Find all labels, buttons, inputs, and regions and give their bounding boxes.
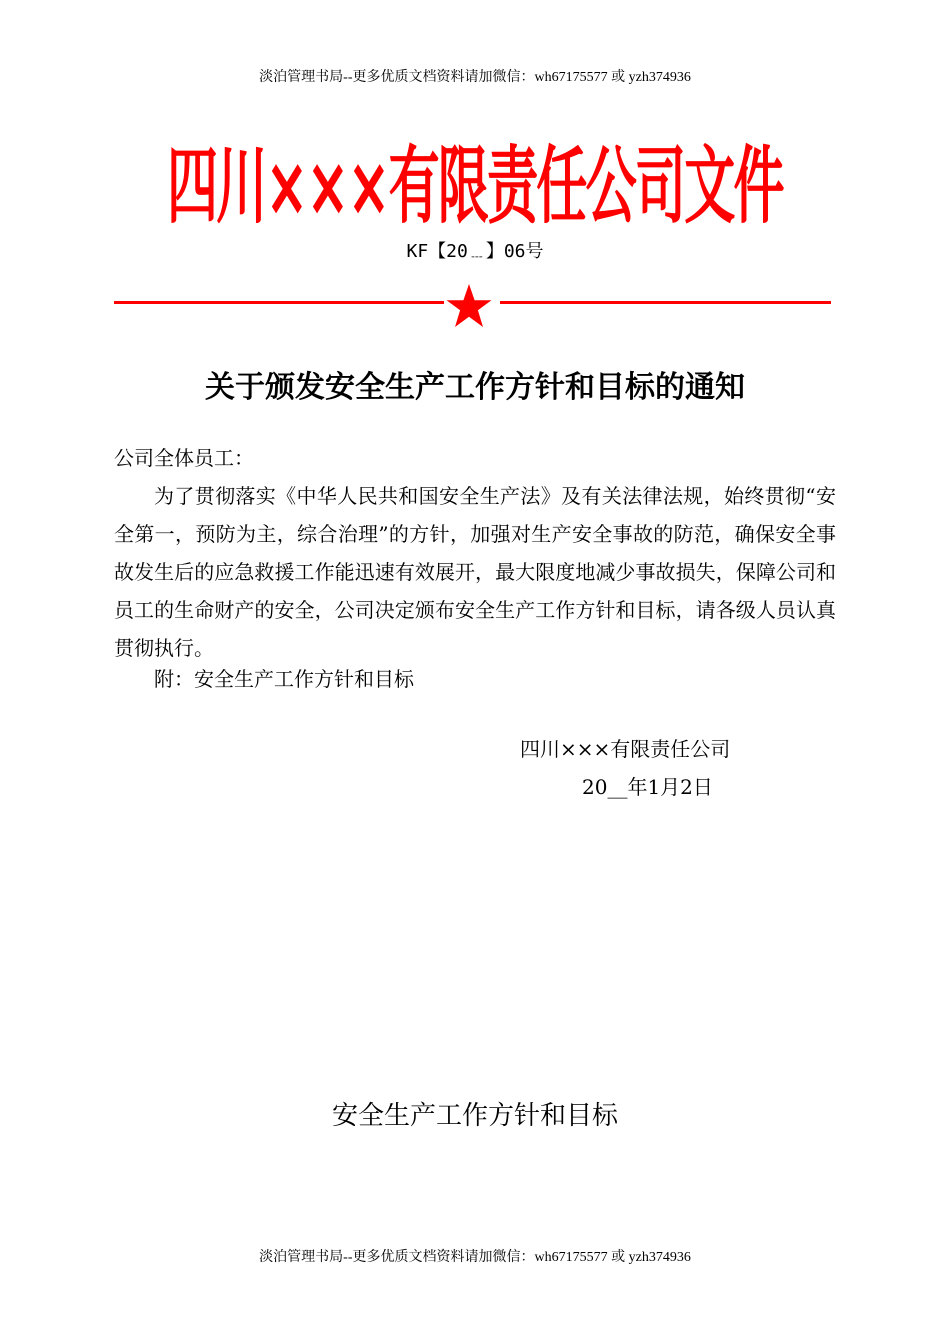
body-paragraph: 为了贯彻落实《中华人民共和国安全生产法》及有关法律法规，始终贯彻“安全第一，预防为主，综合治理”的方针，加强对生产安全事故的防范，确保安全事故发生后的应急救援工作能迅速有效展开，最大限度地减少事故损失，保障公司和员工的生命财产的安全，公司决定颁布安全生产工作方针和目标，请各级人员认真贯彻执行。	[114, 484, 836, 660]
signature-date: 20__年1月2日	[582, 775, 713, 799]
attachment-line: 附：安全生产工作方针和目标	[154, 667, 414, 691]
header-note: 淡泊管理书局--更多优质文档资料请加微信：wh67175577 或 yzh374936	[259, 70, 691, 85]
masthead-text: 四川×××有限责任公司文件	[167, 136, 783, 236]
section-heading: 安全生产工作方针和目标	[331, 1101, 618, 1131]
document-number: KF【20﹍】06号	[406, 241, 544, 262]
star-icon	[445, 283, 493, 329]
signature-organization: 四川×××有限责任公司	[520, 737, 731, 761]
footer-note: 淡泊管理书局--更多优质文档资料请加微信：wh67175577 或 yzh374936	[259, 1250, 691, 1265]
salutation: 公司全体员工：	[114, 446, 254, 470]
red-rule-left	[114, 301, 444, 304]
notice-title: 关于颁发安全生产工作方针和目标的通知	[205, 370, 745, 405]
document-masthead	[0, 118, 950, 236]
red-rule-right	[500, 301, 831, 304]
